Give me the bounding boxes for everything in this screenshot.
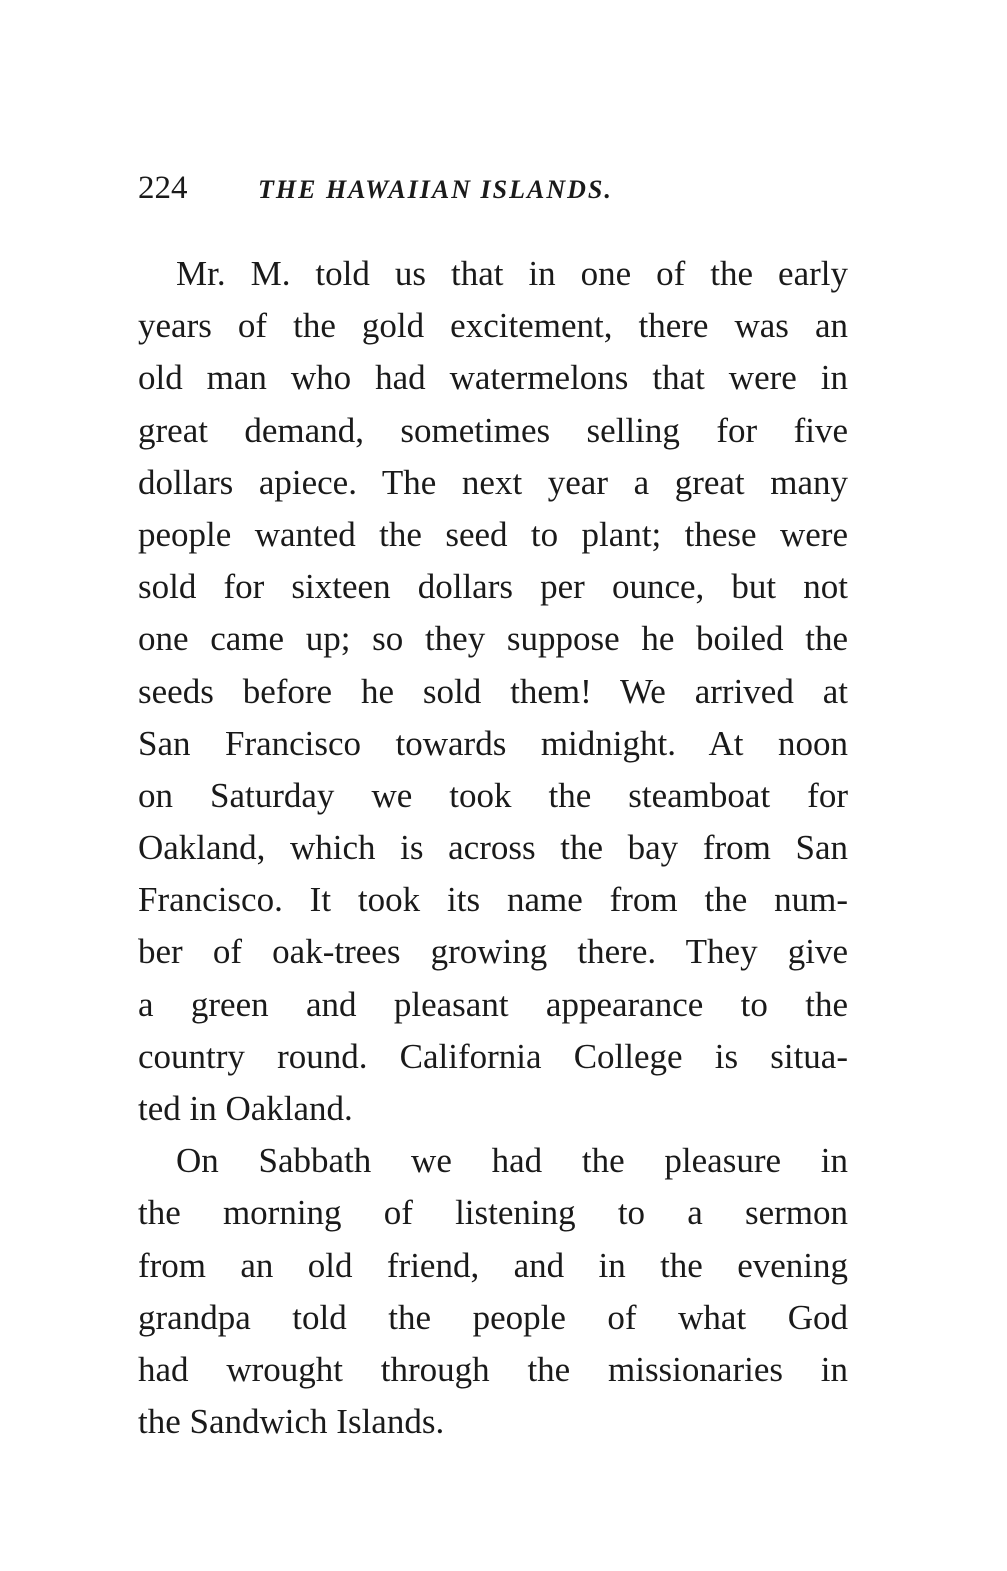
text-line: sold for sixteen dollars per ounce, but not [138, 567, 848, 607]
paragraph-2 [138, 1135, 848, 1448]
page-number: 224 [138, 170, 188, 206]
text-line: from an old friend, and in the evening [138, 1245, 848, 1285]
text-line: country round. California College is situa- [138, 1036, 848, 1076]
text-line: Mr. M. told us that in one of the early [176, 254, 848, 293]
text-line: great demand, sometimes selling for five [138, 410, 848, 450]
text-line: a green and pleasant appearance to the [138, 984, 848, 1024]
body-text [138, 248, 848, 1448]
paragraph-1 [138, 248, 848, 1135]
text-line: one came up; so they suppose he boiled the [138, 619, 848, 659]
text-line: Francisco. It took its name from the num- [138, 880, 848, 920]
text-line: years of the gold excitement, there was an [138, 306, 848, 346]
text-line: had wrought through the missionaries in [138, 1349, 848, 1389]
text-line: the Sandwich Islands. [138, 1402, 445, 1442]
text-line: seeds before he sold them! We arrived at [138, 671, 848, 711]
text-line: San Francisco towards midnight. At noon [138, 723, 848, 763]
text-line: old man who had watermelons that were in [138, 358, 848, 398]
running-title: THE HAWAIIAN ISLANDS. [258, 175, 613, 204]
text-line: Oakland, which is across the bay from San [138, 828, 848, 868]
running-head [138, 168, 858, 212]
text-line: ted in Oakland. [138, 1089, 353, 1128]
text-line: the morning of listening to a sermon [138, 1193, 848, 1233]
text-line: on Saturday we took the steamboat for [138, 775, 848, 815]
text-line: people wanted the seed to plant; these were [138, 514, 848, 554]
text-line: On Sabbath we had the pleasure in [176, 1141, 848, 1181]
text-line: dollars apiece. The next year a great many [138, 462, 848, 502]
text-line: grandpa told the people of what God [138, 1297, 848, 1337]
text-line: ber of oak-trees growing there. They give [138, 932, 848, 972]
